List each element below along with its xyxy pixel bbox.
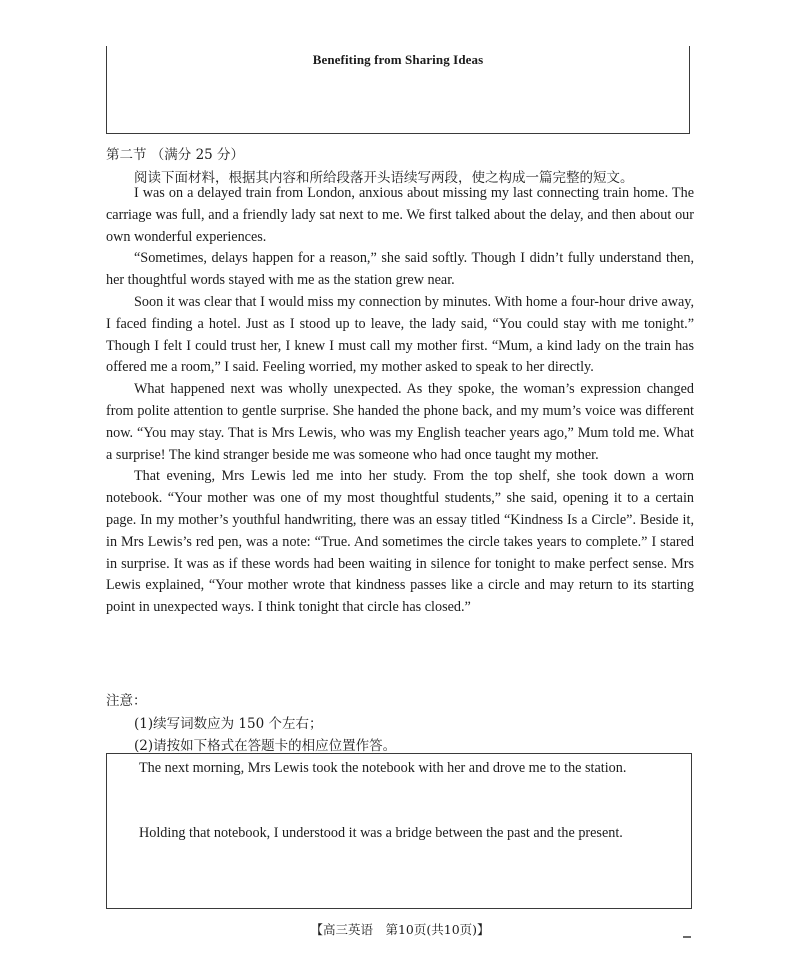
page-corner-mark	[683, 936, 691, 938]
paragraph-starter-1: The next morning, Mrs Lewis took the notebook with her and drove me to the station.	[139, 760, 627, 776]
passage-paragraph: Soon it was clear that I would miss my connection by minutes. With home a four-hour drive away, I faced finding a hotel. Just as I stood up to leave, the lady said, “You could stay with me tonight.” Though I felt I could trust her, I knew I must call my mother first. “Mum, a kind lady on the train has offered me a room,” I said. Feeling worried, my mother asked to speak to her directly.	[106, 293, 694, 376]
note-item: (2)请按如下格式在答题卡的相应位置作答。	[134, 738, 397, 754]
previous-writing-title: Benefiting from Sharing Ideas	[312, 52, 484, 67]
passage-paragraph: That evening, Mrs Lewis led me into her study. From the top shelf, she took down a worn notebook. “Your mother was one of my most thoughtful students,” she said, opening it to a certain page. In my mother’s youthful handwriting, there was an essay titled “Kindness Is a Circle”. Beside it, in Mrs Lewis’s red pen, was a note: “True. And sometimes the circle takes years to complete.” I stared in surprise. It was as if these words had been waiting in silence for tonight to make perfect sense. Mrs Lewis explained, “Your mother wrote that kindness passes like a circle and may return to its starting point in unexpected ways. I think tonight that circle has closed.”	[106, 468, 694, 616]
note-item: (1)续写词数应为 150 个左右；	[134, 716, 323, 732]
passage-paragraph: What happened next was wholly unexpected. As they spoke, the woman’s expression changed from polite attention to gentle surprise. She handed the phone back, and my mum’s voice was different now. “You may stay. That is Mrs Lewis, who was my English teacher years ago,” Mum told me. What a surprise! The kind stranger beside me was someone who had once taught my mother.	[106, 381, 694, 463]
notes-heading: 注意：	[106, 693, 147, 709]
paragraph-starter-2: Holding that notebook, I understood it was a bridge between the past and the present.	[139, 825, 623, 841]
passage-paragraph: “Sometimes, delays happen for a reason,” she said softly. Though I didn’t fully understand then, her thoughtful words stayed with me as the station grew near.	[106, 250, 694, 289]
section-instruction: 阅读下面材料，根据其内容和所给段落开头语续写两段，使之构成一篇完整的短文。	[134, 170, 634, 186]
passage-paragraph: I was on a delayed train from London, anxious about missing my last connecting train home. The carriage was full, and a friendly lady sat next to me. We first talked about the delay, and then about our own wonderful experiences.	[106, 185, 694, 245]
previous-writing-answer-box	[106, 46, 690, 134]
page-footer: 【高三英语 第10页(共10页)】	[310, 922, 490, 937]
reading-passage	[106, 183, 694, 619]
continuation-answer-box[interactable]	[106, 753, 692, 909]
section-heading: 第二节 （满分 25 分）	[106, 147, 245, 163]
